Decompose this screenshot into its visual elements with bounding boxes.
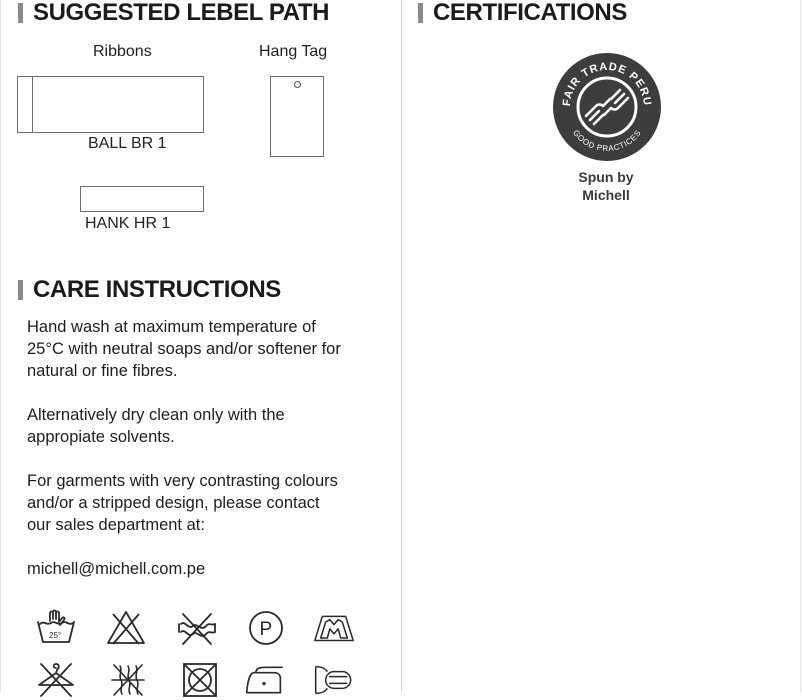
certifications-heading [418, 0, 627, 27]
ribbon-ball-shape [17, 76, 204, 133]
care-p2-line-1: Alternatively dry clean only with the [27, 406, 285, 424]
right-edge-line [800, 0, 801, 692]
care-heading [18, 276, 281, 304]
column-divider [401, 0, 402, 692]
care-p3-line-1: For garments with very contrasting colours [27, 472, 338, 490]
spun-by-line-1: Spun by [578, 169, 634, 185]
left-edge-line [0, 0, 1, 692]
certifications-title: CERTIFICATIONS [433, 0, 627, 26]
dry-clean-letter: P [259, 619, 273, 640]
care-p1-line-3: natural or fine fibres. [27, 362, 178, 380]
iron-low-icon [244, 662, 284, 698]
care-p1-line-1: Hand wash at maximum temperature of [27, 318, 316, 336]
care-p3-line-3: our sales department at: [27, 516, 205, 534]
ribbon-hank-shape [80, 186, 204, 212]
spun-by-michell [556, 168, 656, 204]
hang-tag-hole [294, 81, 301, 88]
seal-text-top: FAIR TRADE PERU [560, 60, 654, 107]
care-p2-line-2: appropiate solvents. [27, 428, 175, 446]
dry-flat-icon [314, 610, 354, 646]
heading-bar [18, 3, 23, 23]
hand-wash-icon [36, 610, 76, 646]
hank-label: HANK HR 1 [85, 215, 171, 232]
seal-text-bottom: GOOD PRACTICES [571, 128, 643, 154]
ribbons-label: Ribbons [93, 43, 152, 60]
heading-bar [418, 3, 423, 23]
do-not-tumble-dry-icon [180, 662, 220, 698]
do-not-wring-icon [177, 610, 217, 646]
care-p1-line-2: 25°C with neutral soaps and/or softener for [27, 340, 341, 358]
do-not-steam-icon [108, 662, 148, 698]
hang-tag-label: Hang Tag [259, 43, 328, 60]
fair-trade-peru-seal [552, 52, 662, 162]
wash-temp-text: 25° [49, 631, 62, 640]
care-title: CARE INSTRUCTIONS [33, 276, 281, 303]
fair-trade-seal-graphic [552, 52, 662, 162]
care-paragraph-3 [27, 470, 387, 536]
spun-by-line-2: Michell [582, 187, 630, 203]
do-not-bleach-icon [106, 610, 146, 646]
dry-flat-shade-icon [314, 662, 354, 698]
contact-email[interactable] [27, 558, 387, 580]
care-p3-line-2: and/or a stripped design, please contact [27, 494, 320, 512]
dry-clean-p-icon [246, 610, 286, 646]
care-paragraph-2 [27, 404, 387, 448]
heading-bar [18, 280, 23, 300]
email-link[interactable]: michell@michell.com.pe [27, 560, 206, 578]
ball-label: BALL BR 1 [88, 135, 167, 152]
care-paragraph-1 [27, 316, 387, 382]
ribbon-fold-line [32, 77, 33, 132]
do-not-hang-icon [36, 662, 76, 698]
label-path-title: SUGGESTED LEBEL PATH [33, 0, 330, 26]
label-path-heading [18, 0, 329, 27]
hang-tag-shape [270, 76, 324, 157]
